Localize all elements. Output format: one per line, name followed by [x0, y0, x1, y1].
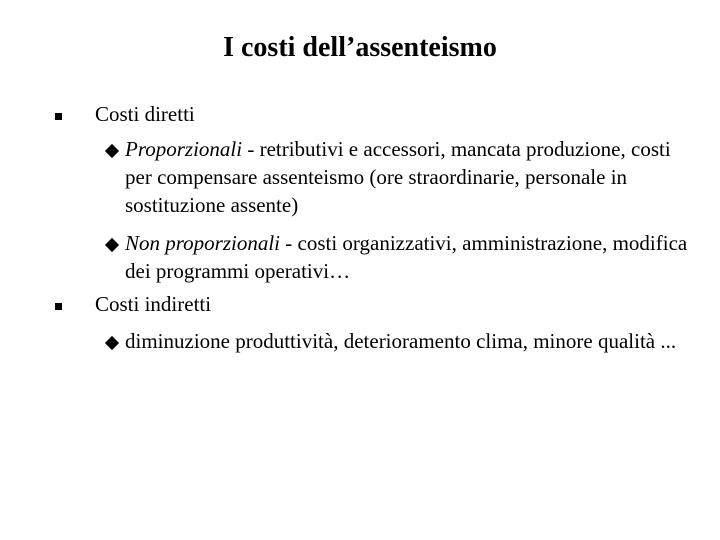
square-bullet-icon: [55, 303, 62, 310]
subbullet-non-proporzionali: [125, 229, 695, 285]
bullet-costi-indiretti: Costi indiretti: [95, 292, 212, 316]
subbullet-diminuzione: [125, 327, 695, 355]
subbullet-proporzionali: [125, 135, 695, 219]
subbullet-emphasis: Proporzionali: [125, 137, 243, 161]
subbullet-emphasis: Non proporzionali: [125, 231, 280, 255]
diamond-bullet-icon: [105, 144, 119, 158]
diamond-bullet-icon: [105, 336, 119, 350]
subbullet-text: - costi organizzativi, amministrazione, modifica dei programmi operativi…: [125, 231, 688, 283]
square-bullet-icon: [55, 113, 62, 120]
slide-title: I costi dell’assenteismo: [223, 32, 497, 63]
diamond-bullet-icon: [105, 238, 119, 252]
bullet-costi-diretti: Costi diretti: [95, 102, 195, 126]
subbullet-text: diminuzione produttività, deterioramento clima, minore qualità ...: [125, 329, 677, 353]
subbullet-text: - retributivi e accessori, mancata produzione, costi per compensare assenteismo (ore straordinarie, personale in sostituzione assente): [125, 137, 671, 217]
